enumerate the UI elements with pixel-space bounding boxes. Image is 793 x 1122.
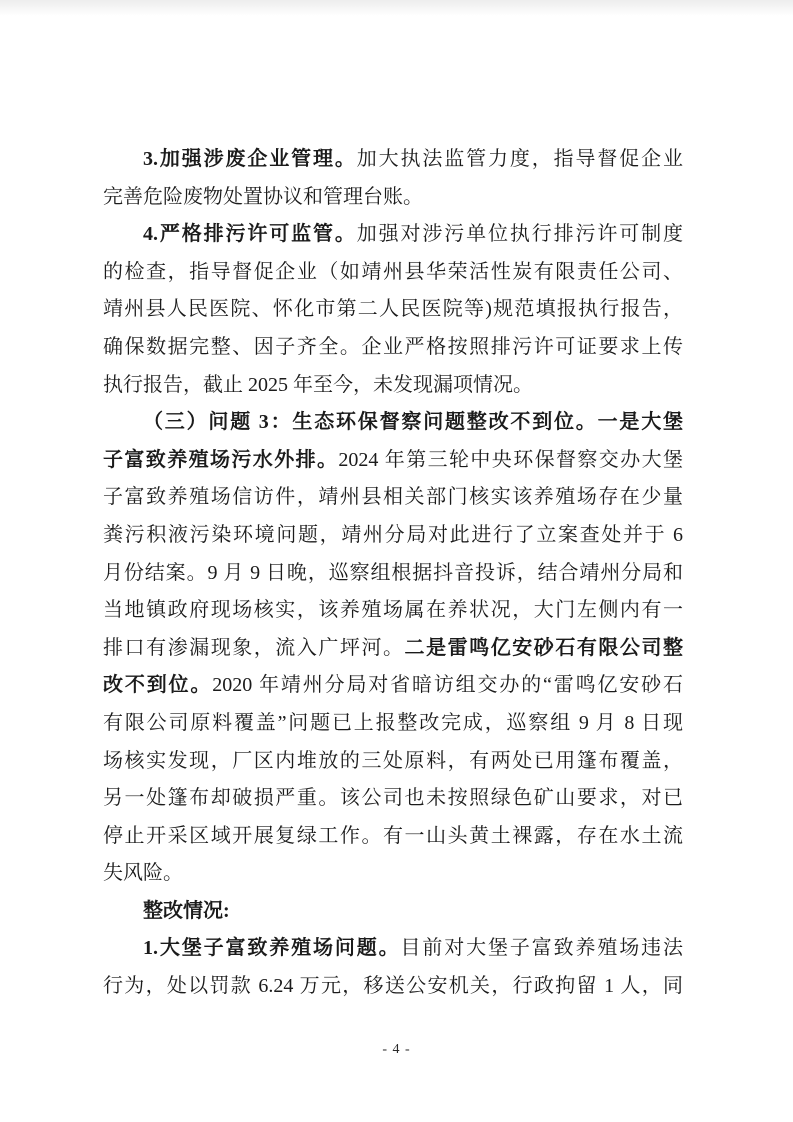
text-run: 2024 年第三轮中央环保督察交办大堡: [338, 448, 683, 471]
text-run: 场核实发现，厂区内堆放的三处原料，有两处已用篷布覆盖，: [103, 749, 683, 772]
text-line: [103, 329, 683, 367]
text-run: 靖州县人民医院、怀化市第二人民医院等)规范填报执行报告，: [103, 298, 683, 321]
text-line: [103, 367, 683, 405]
text-run: 月份结案。9 月 9 日晚，巡察组根据抖音投诉，结合靖州分局和: [103, 561, 683, 584]
text-run: 执行报告，截止 2025 年至今，未发现漏项情况。: [103, 373, 533, 396]
bold-text-run: 3.加强涉废企业管理。: [143, 148, 357, 170]
text-run: 加强对涉污单位执行排污许可制度: [356, 223, 683, 246]
page-number: - 4 -: [382, 1042, 411, 1057]
text-run: 目前对大堡子富致养殖场违法: [400, 937, 683, 960]
text-run: 完善危险废物处置协议和管理台账。: [103, 185, 423, 208]
text-line: [103, 179, 683, 217]
text-line: [103, 705, 683, 743]
text-line: [103, 555, 683, 593]
text-run: 有限公司原料覆盖”问题已上报整改完成，巡察组 9 月 8 日现: [103, 711, 683, 734]
text-run: 当地镇政府现场核实，该养殖场属在养状况，大门左侧内有一: [103, 599, 683, 622]
bold-text-run: 1.大堡子富致养殖场问题。: [143, 937, 401, 960]
text-line: [103, 630, 683, 668]
text-run: 停止开采区域开展复绿工作。有一山头黄土裸露，存在水土流: [103, 824, 683, 847]
bold-text-run: 4.严格排污许可监管。: [143, 223, 357, 246]
text-run: 加大执法监管力度，指导督促企业: [356, 148, 683, 170]
text-run: 排口有渗漏现象，流入广坪河。: [103, 636, 405, 659]
text-line: [103, 404, 683, 442]
text-line: [103, 930, 683, 968]
text-run: 粪污积液污染环境问题，靖州分局对此进行了立案查处并于 6: [103, 523, 683, 546]
page-footer: [0, 1041, 793, 1059]
text-line: [103, 291, 683, 329]
text-line: [103, 780, 683, 818]
bold-text-run: 整改情况:: [143, 899, 230, 922]
text-line: [103, 818, 683, 856]
text-line: [103, 517, 683, 555]
page-top-shade: [0, 0, 793, 16]
text-run: 另一处篷布却破损严重。该公司也未按照绿色矿山要求，对已: [103, 787, 683, 810]
bold-text-run: 改不到位。: [103, 674, 213, 697]
document-body: [103, 141, 683, 1006]
bold-text-run: 二是雷鸣亿安砂石有限公司整: [404, 636, 683, 659]
text-run: 的检查，指导督促企业（如靖州县华荣活性炭有限责任公司、: [103, 260, 683, 283]
text-line: [103, 968, 683, 1006]
text-run: 确保数据完整、因子齐全。企业严格按照排污许可证要求上传: [103, 335, 683, 358]
text-line: [103, 855, 683, 893]
text-line: [103, 667, 683, 705]
text-run: 子富致养殖场信访件，靖州县相关部门核实该养殖场存在少量: [103, 486, 683, 509]
text-line: [103, 141, 683, 179]
text-line: [103, 592, 683, 630]
bold-text-run: 子富致养殖场污水外排。: [103, 448, 339, 471]
bold-text-run: （三）问题 3：生态环保督察问题整改不到位。一是大堡: [143, 411, 683, 434]
text-line: [103, 893, 683, 931]
text-line: [103, 216, 683, 254]
text-line: [103, 743, 683, 781]
text-line: [103, 479, 683, 517]
text-run: 2020 年靖州分局对省暗访组交办的“雷鸣亿安砂石: [212, 674, 683, 697]
text-line: [103, 442, 683, 480]
text-run: 行为，处以罚款 6.24 万元，移送公安机关，行政拘留 1 人，同: [103, 975, 683, 998]
text-line: [103, 254, 683, 292]
text-run: 失风险。: [103, 862, 183, 885]
